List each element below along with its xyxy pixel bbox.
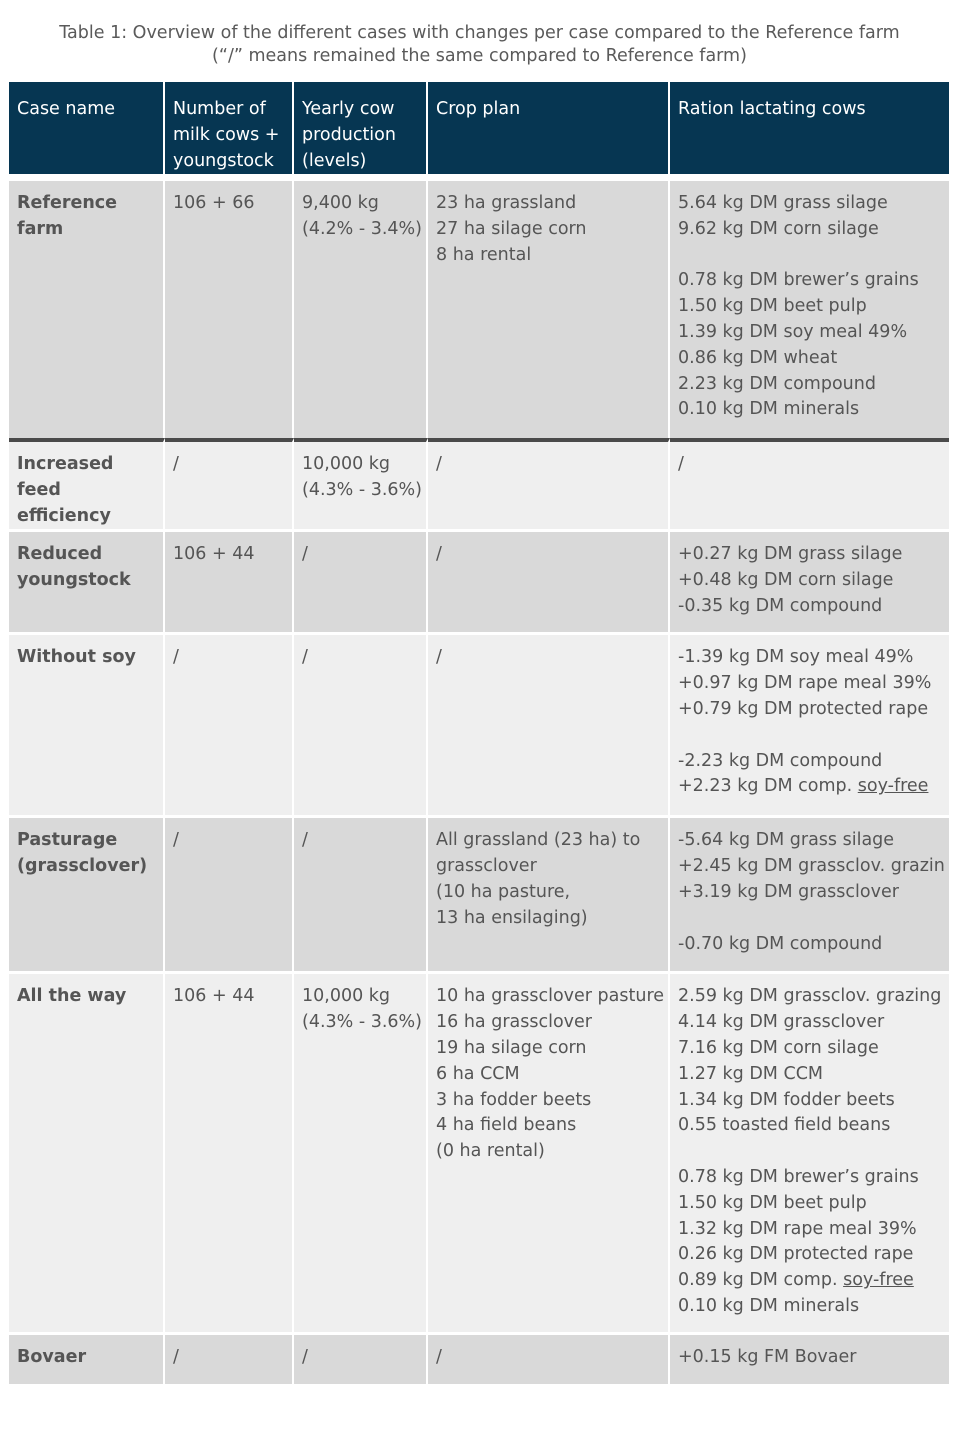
cell-line: 4.14 kg DM grassclover [678, 1012, 885, 1033]
cell-line: 0.26 kg DM protected rape [678, 1244, 914, 1265]
cell-line: -0.35 kg DM compound [678, 595, 883, 616]
cell-line: 0.78 kg DM brewer’s grains [678, 1166, 919, 1187]
ration-cell [670, 181, 949, 438]
crop-plan-cell [428, 632, 670, 815]
cell-line: 2.59 kg DM grassclov. grazing [678, 986, 942, 1007]
cell-line: 1.50 kg DM beet pulp [678, 296, 867, 317]
cell-line: 8 ha rental [436, 244, 532, 265]
crop-plan-cell [428, 438, 670, 529]
cell-line: / [678, 454, 684, 474]
header-cows: Number of milk cows + youngstock [165, 82, 294, 181]
case-name-cell: Reference farm [9, 181, 165, 438]
cell-line: 3 ha fodder beets [436, 1089, 592, 1110]
cell-line: 9.62 kg DM corn silage [678, 218, 879, 239]
cell-line: +0.48 kg DM corn silage [678, 570, 894, 591]
crop-plan-cell [428, 815, 670, 971]
cell-line: +0.27 kg DM grass silage [678, 544, 903, 565]
cell-line: 27 ha silage corn [436, 218, 587, 239]
cell-line: -1.39 kg DM soy meal 49% [678, 647, 914, 668]
production-cell [294, 1332, 428, 1384]
case-name-cell: All the way [9, 971, 165, 1332]
cell-line: / [302, 830, 308, 851]
case-name-cell: Bovaer [9, 1332, 165, 1384]
case-name-cell: Pasturage (grassclover) [9, 815, 165, 971]
case-name-cell: Increased feed efficiency [9, 438, 165, 529]
production-cell [294, 815, 428, 971]
cell-line: 0.89 kg DM comp. soy-free [678, 1270, 914, 1291]
ration-cell [670, 815, 949, 971]
cell-line: 1.27 kg DM CCM [678, 1063, 824, 1084]
production-cell [294, 632, 428, 815]
cows-cell [165, 632, 294, 815]
cell-line: +2.45 kg DM grassclov. grazin [678, 856, 945, 877]
cell-line: 1.34 kg DM fodder beets [678, 1089, 895, 1110]
cell-line: 13 ha ensilaging) [436, 907, 588, 928]
cell-line: 0.78 kg DM brewer’s grains [678, 270, 919, 291]
header-case-name: Case name [9, 82, 165, 181]
cell-line: -2.23 kg DM compound [678, 750, 883, 771]
cell-line: (4.3% - 3.6%) [302, 1012, 423, 1033]
cell-line: 106 + 66 [173, 193, 255, 213]
cell-line: 1.39 kg DM soy meal 49% [678, 321, 908, 342]
case-name-cell: Without soy [9, 632, 165, 815]
cell-line [678, 906, 945, 932]
cell-line [678, 1139, 945, 1165]
cell-line: All grassland (23 ha) to [436, 830, 641, 851]
table-caption [0, 22, 959, 68]
header-crop-plan: Crop plan [428, 82, 670, 181]
cell-line: (0 ha rental) [436, 1141, 545, 1162]
table-row [9, 438, 949, 529]
ration-cell [670, 438, 949, 529]
table-body [9, 181, 949, 1384]
cell-line: 10,000 kg [302, 986, 391, 1007]
cell-line: / [302, 544, 308, 565]
cell-line: 19 ha silage corn [436, 1037, 587, 1058]
cows-cell [165, 971, 294, 1332]
cows-cell [165, 1332, 294, 1384]
cell-line: 0.10 kg DM minerals [678, 399, 860, 420]
production-cell [294, 529, 428, 632]
cell-line: 106 + 44 [173, 544, 255, 565]
table-row [9, 529, 949, 632]
header-production: Yearly cow production (levels) [294, 82, 428, 181]
table-row [9, 1332, 949, 1384]
cell-line: -0.70 kg DM compound [678, 933, 883, 954]
cell-line: 5.64 kg DM grass silage [678, 193, 888, 213]
cell-line: 7.16 kg DM corn silage [678, 1037, 879, 1058]
production-cell [294, 971, 428, 1332]
production-cell [294, 438, 428, 529]
cell-line: 10 ha grassclover pasture [436, 986, 665, 1007]
table-header-row [9, 82, 949, 181]
cell-line: +0.97 kg DM rape meal 39% [678, 673, 932, 694]
cell-line: 9,400 kg [302, 193, 379, 213]
cell-line: 1.32 kg DM rape meal 39% [678, 1218, 917, 1239]
cell-line: / [436, 1347, 442, 1368]
cell-line: 16 ha grassclover [436, 1012, 592, 1033]
cell-line: 6 ha CCM [436, 1063, 520, 1084]
cell-line [678, 243, 945, 269]
cell-line: / [173, 830, 179, 851]
table-row [9, 815, 949, 971]
cell-line: (4.2% - 3.4%) [302, 218, 423, 239]
header-ration: Ration lactating cows [670, 82, 949, 181]
cows-cell [165, 529, 294, 632]
cell-line: 23 ha grassland [436, 193, 577, 213]
cell-line: 0.55 toasted field beans [678, 1115, 891, 1136]
table-row [9, 181, 949, 438]
cell-line: +2.23 kg DM comp. soy-free [678, 776, 929, 797]
ration-cell [670, 971, 949, 1332]
cell-line: 10,000 kg [302, 454, 391, 474]
ration-cell [670, 1332, 949, 1384]
cell-line: 2.23 kg DM compound [678, 373, 876, 394]
cell-line: 0.86 kg DM wheat [678, 347, 838, 368]
cell-line: (4.3% - 3.6%) [302, 479, 423, 500]
cows-cell [165, 181, 294, 438]
cases-table [9, 82, 949, 1384]
production-cell [294, 181, 428, 438]
table-row [9, 971, 949, 1332]
cows-cell [165, 438, 294, 529]
cell-line: / [302, 647, 308, 668]
cell-line: grassclover [436, 856, 537, 877]
caption-note: (“/” means remained the same compared to Reference farm) [212, 46, 747, 66]
cell-line: +0.15 kg FM Bovaer [678, 1347, 857, 1368]
table-row [9, 632, 949, 815]
cell-line: / [173, 1347, 179, 1368]
cell-line: -5.64 kg DM grass silage [678, 830, 895, 851]
cell-line: / [436, 454, 442, 474]
cell-line: / [173, 454, 179, 474]
cell-line [678, 723, 945, 749]
cell-line: +0.79 kg DM protected rape [678, 698, 929, 719]
cell-line: +3.19 kg DM grassclover [678, 881, 899, 902]
crop-plan-cell [428, 971, 670, 1332]
cell-line: / [173, 647, 179, 668]
cell-line: / [302, 1347, 308, 1368]
cell-line: / [436, 544, 442, 565]
cell-line: 4 ha field beans [436, 1115, 577, 1136]
cell-line: 0.10 kg DM minerals [678, 1295, 860, 1316]
crop-plan-cell [428, 529, 670, 632]
ration-cell [670, 529, 949, 632]
cows-cell [165, 815, 294, 971]
cell-line: (10 ha pasture, [436, 881, 571, 902]
cell-line: 106 + 44 [173, 986, 255, 1007]
cell-line: / [436, 647, 442, 668]
crop-plan-cell [428, 1332, 670, 1384]
ration-cell [670, 632, 949, 815]
cell-line: 1.50 kg DM beet pulp [678, 1192, 867, 1213]
case-name-cell: Reduced youngstock [9, 529, 165, 632]
caption-title: Table 1: Overview of the different cases with changes per case compared to the Reference farm [59, 23, 900, 43]
crop-plan-cell [428, 181, 670, 438]
